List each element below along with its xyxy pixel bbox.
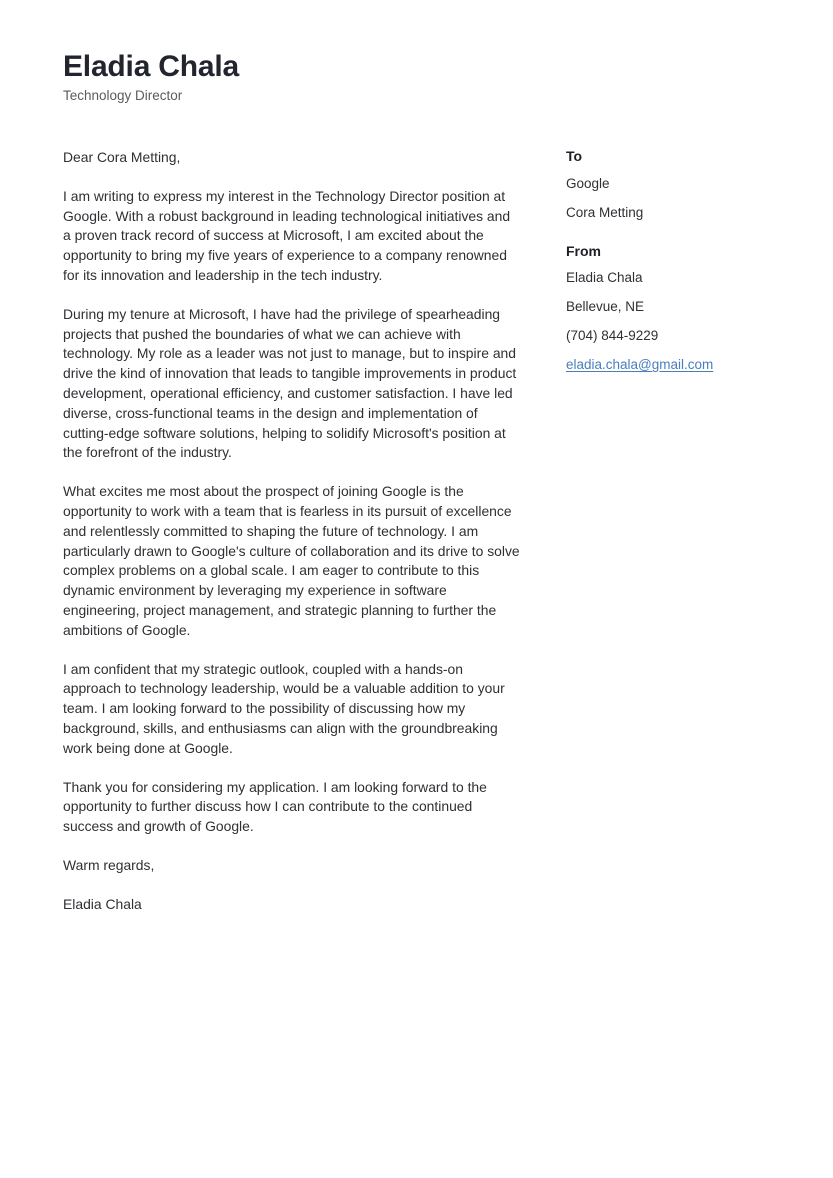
- letter-body: [63, 148, 520, 915]
- body-paragraph: During my tenure at Microsoft, I have had the privilege of spearheading projects that pushed the boundaries of what we can achieve with technology. My role as a leader was not just to manage, but to inspire and drive the kind of innovation that leads to tangible improvements in product development, operational efficiency, and customer satisfaction. I have led diverse, cross-functional teams in the design and implementation of cutting-edge software solutions, helping to solidify Microsoft's position at the forefront of the industry.: [63, 305, 517, 461]
- body-paragraph: I am writing to express my interest in the Technology Director position at Google. With a robust background in leading technological initiatives and a proven track record of success at Microsoft, I am excited about the opportunity to bring my five years of experience to a company renowned for its innovation and leadership in the tech industry.: [63, 187, 511, 283]
- page-title: Eladia Chala: [63, 50, 240, 83]
- body-paragraph: Thank you for considering my application. I am looking forward to the opportunity to further discuss how I can contribute to the continued success and growth of Google.: [63, 778, 487, 835]
- salutation: Dear Cora Metting,: [63, 149, 181, 165]
- from-phone: (704) 844-9229: [566, 328, 659, 344]
- to-recipient: Cora Metting: [566, 204, 644, 220]
- email-link[interactable]: eladia.chala@gmail.com: [566, 356, 714, 372]
- body-paragraph: What excites me most about the prospect of joining Google is the opportunity to work with a team that is fearless in its pursuit of excellence and relentlessly committed to shaping the future of technology. I am particularly drawn to Google's culture of collaboration and its drive to solve complex problems on a global scale. I am eager to contribute to this dynamic environment by leveraging my experience in software engineering, project management, and strategic planning to further the ambitions of Google.: [63, 483, 520, 638]
- body-paragraph: I am confident that my strategic outlook, coupled with a hands-on approach to technology leadership, would be a valuable addition to your team. I am looking forward to the possibility of discussing how my background, skills, and enthusiasms can align with the groundbreaking work being done at Google.: [63, 660, 505, 756]
- from-location: Bellevue, NE: [566, 299, 645, 315]
- from-heading: From: [566, 242, 601, 259]
- job-title: Technology Director: [63, 87, 183, 103]
- to-heading: To: [566, 148, 583, 164]
- signature-name: Eladia Chala: [63, 895, 142, 912]
- closing-line: Warm regards,: [63, 856, 155, 873]
- contact-sidebar: [566, 148, 786, 374]
- from-block: [566, 243, 786, 374]
- to-block: [566, 148, 786, 222]
- letter-header: [63, 50, 663, 104]
- to-company: Google: [566, 175, 610, 191]
- from-email-row: [566, 357, 786, 374]
- from-name: Eladia Chala: [566, 270, 643, 286]
